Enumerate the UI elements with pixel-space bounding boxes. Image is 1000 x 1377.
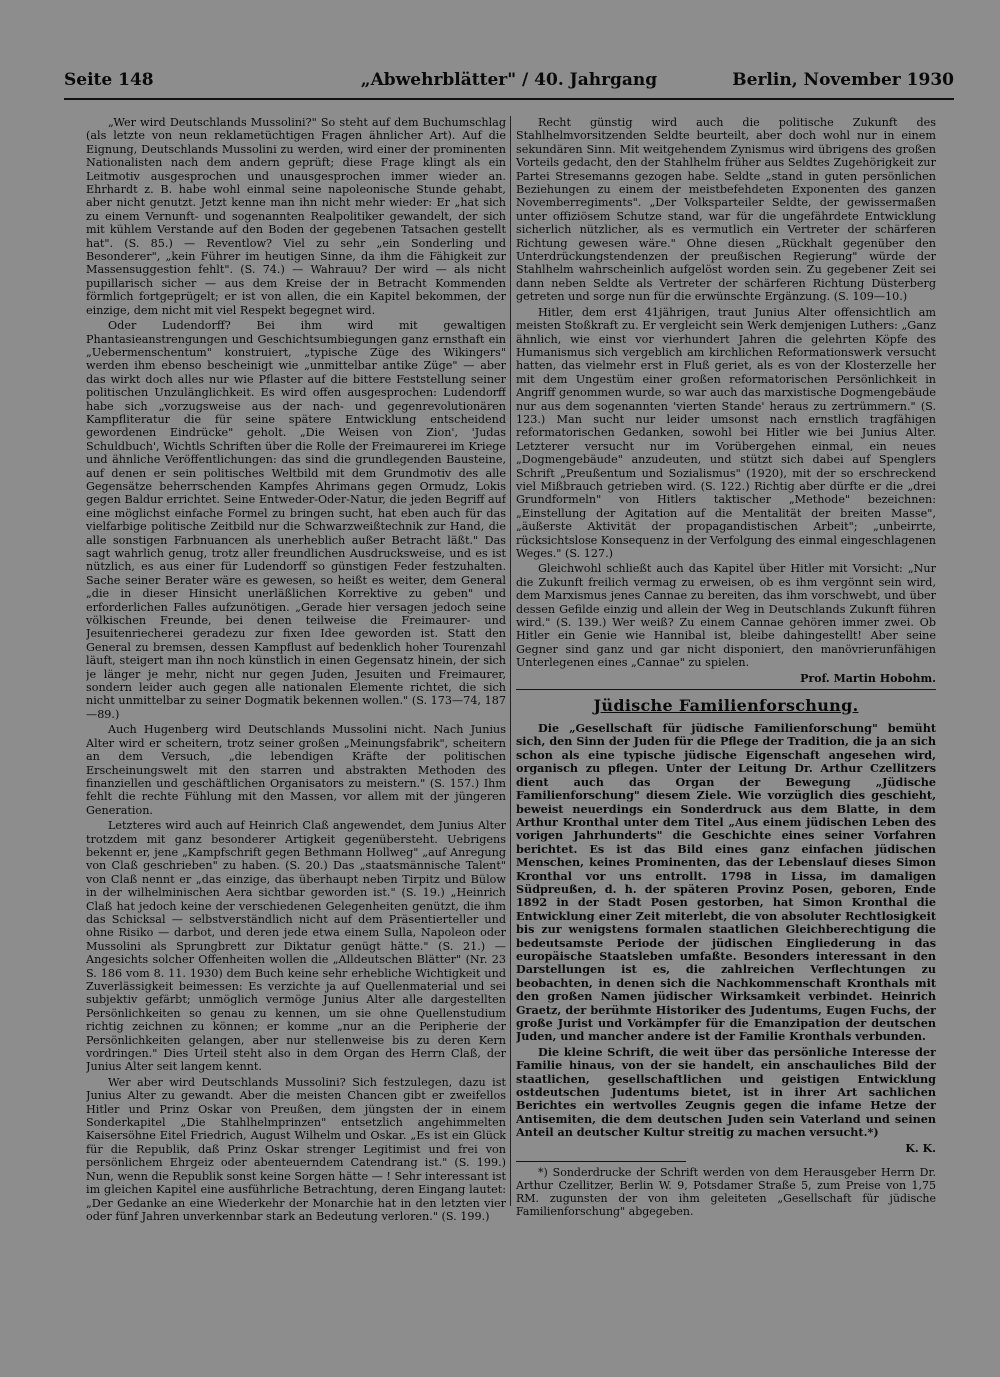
author-signature: Prof. Martin Hobohm. — [800, 671, 936, 685]
paragraph: „Wer wird Deutschlands Mussolini?" So steht auf dem Buchumschlag (als letzte von neun reklametüchtigen Fragen ähnlicher Art). Auf die Eignung, Deutschlands Mussolini zu werden, wird einer der prominenten Nationalisten nach dem andern geprüft; diese Frage klingt als ein Leitmotiv ausgesprochen und unausgesprochen immer wieder an. Ehrhardt z. B. habe wohl einmal seine napoleonische Stunde gehabt, aber nicht genutzt. Jetzt kenne man ihn nicht mehr wieder: Er „hat sich zu einem Vernunft- und sogenannten Realpolitiker gewandelt, der sich mit kühlem Verstande auf den Boden der gegebenen Tatsachen gestellt hat". (S. 85.) — Reventlow? Viel zu sehr „ein Sonderling und Besonderer", „kein Führer im heutigen Sinne, da ihm die Fähigkeit zur Massensuggestion fehlt". (S. 74.) — Wahrauu? Der wird — als nicht pupillarisch sicher — aus dem Kreise der in Betracht Kommenden förmlich fortgeprügelt; er ist von allen, die ein Kapitel bekommen, der einzige, dem nicht mit viel Respekt begegnet wird. — [86, 116, 506, 317]
paragraph: Die kleine Schrift, die weit über das persönliche Interesse der Familie hinaus, von der sie handelt, ein anschauliches Bild der staatlichen, gesellschaftlichen und geistigen Entwicklung ostdeutschen Judentums bietet, ist in ihrer Art sachlichen Berichtes ein wertvolles Zeugnis gegen die infame Hetze der Antisemiten, die dem deutschen Juden sein Vaterland und seinen Anteil an deutscher Kultur streitig zu machen versucht.*) — [516, 1044, 936, 1140]
paragraph: Wer aber wird Deutschlands Mussolini? Sich festzulegen, dazu ist Junius Alter zu gewandt. Aber die meisten Chancen gibt er zweifellos Hitler und Prinz Oskar von Preußen, dem jüngsten der in einem Sonderkapitel „Die Stahlhelmprinzen" entsetzlich angehimmelten Kaisersöhne Eitel Friedrich, August Wilhelm und Oskar. „Es ist ein Glück für die Republik, daß Prinz Oskar strenger Legitimist und frei von persönlichem Ehrgeiz oder abenteuerndem Catendrang ist." (S. 199.) Nun, wenn die Republik sonst keine Sorgen hätte — ! Sehr interessant ist im gleichen Kapitel eine ausführliche Betrachtung, deren Eingang lautet: „Der Gedanke an eine Wiederkehr der Monarchie hat in den letzten vier oder fünf Jahren unverkennbar stark an Bedeutung verloren." (S. 199.) — [86, 1075, 506, 1223]
section-signature: K. K. — [905, 1141, 936, 1155]
paragraph: Letzteres wird auch auf Heinrich Claß angewendet, dem Junius Alter trotzdem mit ganz besonderer Artigkeit gegenübersteht. Uebrigens bekennt er, jene „Kampfschrift gegen Bethmann Hollweg" „auf Anregung von Claß geschrieben" zu haben. (S. 20.) Das „staatsmännische Talent" von Claß nennt er „das einzige, das überhaupt neben Tirpitz und Bülow in der wilhelminischen Aera sichtbar geworden ist." (S. 19.) „Heinrich Claß hat jedoch keine der verschiedenen Gelegenheiten genützt, die ihm das Schicksal — selbstverständlich nicht auf dem Präsentierteller und ohne Risiko — darbot, und deren jede etwa einem Sulla, Napoleon oder Mussolini als Sprungbrett zur Diktatur genügt hätte." (S. 21.) — Angesichts solcher Offenheiten wollen die „Alldeutschen Blätter" (Nr. 23 S. 186 vom 8. 11. 1930) dem Buch keine sehr erhebliche Wichtigkeit und Zuverlässigkeit beimessen: Es verzichte ja auf Quellenmaterial und sei subjektiv gefärbt; unmöglich vermöge Junius Alter alle dargestellten Persönlichkeiten so genau zu kennen, um sie ohne Quellenstudium richtig zeichnen zu können; er komme „nur an die Peripherie der Persönlichkeiten gelangen, aber nur stellenweise bis zu deren Kern vordringen." Dies Urteil steht also in dem Organ des Herrn Claß, der Junius Alter seit langem kennt. — [86, 819, 506, 1074]
column-divider — [510, 116, 511, 1206]
page-header — [64, 66, 954, 92]
paragraph: Auch Hugenberg wird Deutschlands Mussolini nicht. Nach Junius Alter wird er scheitern, trotz seiner großen „Meinungsfabrik", scheitern an dem Versuch, „die lebendigen Kräfte der politischen Erscheinungswelt mit den starren und abstrakten Methoden des finanziellen und geschäftlichen Organisators zu meistern." (S. 157.) Ihm fehlt die rechte Fühlung mit den Massen, vor allem mit der jüngeren Generation. — [86, 723, 506, 817]
header-rule — [64, 98, 954, 100]
section-body — [516, 722, 936, 1140]
newspaper-page — [34, 40, 974, 1350]
footnote-rule — [516, 1161, 686, 1162]
paragraph: Recht günstig wird auch die politische Zukunft des Stahlhelmvorsitzenden Seldte beurteilt, aber doch wohl nur in einem sekundären Sinn. Mit weitgehendem Zynismus wird übrigens des großen Vorteils gedacht, den der Stahlhelm früher aus Seldtes Zugehörigkeit zur Partei Stresemanns gezogen habe. Seldte „stand in guten persönlichen Beziehungen zu einem der meistbefehdeten Exponenten des ganzen Novemberregiments". „Der Volksparteiler Seldte, der gewissermaßen unter offiziösem Schutze stand, war für die ungefährdete Entwicklung sicherlich nützlicher, als es vermutlich ein Vertreter der schärferen Richtung gewesen wäre." Ohne diesen „Rückhalt gegenüber den Unterdrückungstendenzen der preußischen Regierung" würde der Stahlhelm wahrscheinlich aufgelöst worden sein. Zu gegebener Zeit sei dann neben Seldte als Vertreter der schärferen Richtung Düsterberg getreten und sorge nun für die erwünschte Ergänzung. (S. 109—10.) — [516, 116, 936, 304]
section-separator — [516, 689, 936, 690]
paragraph: Gleichwohl schließt auch das Kapitel über Hitler mit Vorsicht: „Nur die Zukunft freilich vermag zu erweisen, ob es ihm vergönnt sein wird, dem Marxismus jenes Cannae zu bereiten, das ihm vorschwebt, und über dessen Gefilde einzig und allein der Weg in Deutschlands Zukunft führen wird." (S. 139.) Wer weiß? Zu einem Cannae gehören immer zwei. Ob Hitler ein Genie wie Hannibal ist, bleibe dahingestellt! Aber seine Gegner sind ganz und gar nicht disponiert, den manövrierunfähigen Unterlegenen eines „Cannae" zu spielen. — [516, 562, 936, 670]
place-date: Berlin, November 1930 — [732, 70, 954, 90]
section-heading: Jüdische Familienforschung. — [593, 696, 859, 716]
left-column — [86, 116, 506, 1346]
paragraph: Die „Gesellschaft für jüdische Familienforschung" bemüht sich, den Sinn der Juden für die Pflege der Tradition, die ja an sich schon als eine typische jüdische Eigenschaft angesehen wird, organisch zu pflegen. Unter der Leitung Dr. Arthur Czellitzers dient auch das Organ der Bewegung „Jüdische Familienforschung" diesem Ziele. Wie vorzüglich dies geschieht, beweist neuerdings ein Sonderdruck aus dem Blatte, in dem Arthur Kronthal unter dem Titel „Aus einem jüdischen Leben des vorigen Jahrhunderts" die Geschichte eines seiner Vorfahren berichtet. Es ist das Bild eines ganz einfachen jüdischen Menschen, keines Prominenten, das der Lebenslauf dieses Simon Kronthal vor uns entrollt. 1798 in Lissa, im damaligen Südpreußen, d. h. der späteren Provinz Posen, geboren, Ende 1892 in der Stadt Posen gestorben, hat Simon Kronthal die Entwicklung einer Zeit miterlebt, die von absoluter Rechtlosigkeit bis zur wenigstens formalen staatlichen Gleichberechtigung die bedeutsamste Periode der jüdischen Eingliederung in das europäische Staatsleben umfaßte. Besonders interessant in den Darstellungen ist es, die zahlreichen Verflechtungen zu beobachten, in denen sich die Nachkommenschaft Kronthals mit den großen Namen jüdischer Wirksamkeit verbindet. Heinrich Graetz, der berühmte Historiker des Judentums, Eugen Fuchs, der große Jurist und Vorkämpfer für die Emanzipation der deutschen Juden, und mancher andere ist der Familie Kronthals verbunden. — [516, 721, 936, 1044]
right-column — [516, 116, 936, 1346]
paragraph: Hitler, dem erst 41jährigen, traut Junius Alter offensichtlich am meisten Stoßkraft zu. Er vergleicht sein Werk demjenigen Luthers: „Ganz ähnlich, wie einst vor vierhundert Jahren die gelehrten Köpfe des Humanismus sich vergeblich am kirchlichen Reformationswerk versucht hatten, das vielmehr erst in Fluß geriet, als es von der Klosterzelle her mit dem Ungestüm einer großen reformatorischen Persönlichkeit in Angriff genommen wurde, so war auch das marxistische Dogmengebäude nur aus dem sogenannten 'vierten Stande' heraus zu zertrümmern." (S. 123.) Man sucht nur leider umsonst nach ernstlich tragfähigen reformatorischen Gedanken, sowohl bei Hitler wie bei Junius Alter. Letzterer versucht nur im Vorübergehen einmal, ein neues „Dogmengebäude" anzudeuten, und stützt sich dabei auf Spenglers Schrift „Preußentum und Sozialismus" (1920), mit der so erschreckend viel Mißbrauch getrieben wird. (S. 122.) Richtig aber dürfte er die „drei Grundformeln" von Hitlers taktischer „Methode" bezeichnen: „Einstellung der Agitation auf die Mentalität der breiten Masse", „äußerste Aktivität der propagandistischen Arbeit"; „unbeirrte, rücksichtslose Konsequenz in der Verfolgung des einmal eingeschlagenen Weges." (S. 127.) — [516, 305, 936, 560]
footnote: *) Sonderdrucke der Schrift werden von dem Herausgeber Herrn Dr. Arthur Czellitzer, Berlin W. 9, Potsdamer Straße 5, zum Preise von 1,75 RM. zugunsten der von ihm geleiteten „Gesellschaft für jüdische Familienforschung" abgegeben. — [516, 1166, 936, 1219]
paragraph: Oder Ludendorff? Bei ihm wird mit gewaltigen Phantasieanstrengungen und Geschichtsumbiegungen ganz ernsthaft ein „Uebermenschentum" konstruiert, „typische Züge des Wikingers" werden ihm ebenso bescheinigt wie „unmittelbar antike Züge" — aber das wirkt doch alles nur wie Pflaster auf die bittere Feststellung seiner politischen Unzulänglichkeit. Es wird offen ausgesprochen: Ludendorff habe sich „vorzugsweise aus der nach- und gegenrevolutionären Kampfliteratur die für seine spätere Entwicklung entscheidend gewordenen Eindrücke" geholt. „Die Weisen von Zion', 'Judas Schuldbuch', Wichtls Schriften über die Rolle der Freimaurerei im Kriege und ähnliche Veröffentlichungen: das sind die grundlegenden Bausteine, auf denen er sein politisches Weltbild mit dem Grundmotiv des alle Gegensätze beherrschenden Kampfes Ahrimans gegen Ormudz, Lokis gegen Baldur errichtet. Seine Entweder-Oder-Natur, die jeden Begriff auf eine möglichst einfache Formel zu bringen sucht, hat eben auch für das vielfarbige politische Zeitbild nur die Schwarzweißtechnik zur Hand, die alle sonstigen Farbnuancen als unerheblich außer Betracht läßt." Das sagt wahrlich genug, trotz aller freundlichen Ausdrucksweise, und es ist nützlich, es aus einer für Ludendorff so günstigen Feder festzuhalten. Sache seiner Berater wäre es gewesen, so heißt es weiter, dem General „die in dieser Hinsicht unerläßlichen Korrektive zu geben" und erforderlichen Falles aufzunötigen. „Gerade hier versagen jedoch seine völkischen Freunde, bei denen teilweise die Freimaurer- und Jesuitenriecherei geradezu zur fixen Idee geworden ist. Statt den General zu bremsen, dessen Kampflust auf bedenklich hoher Tourenzahl läuft, steigert man ihn noch künstlich in einen Gegensatz hinein, der sich je länger je mehr, nicht nur gegen Juden, Jesuiten und Freimaurer, sondern leider auch gegen alle nationalen Elemente richtet, die sich nicht unmittelbar zu seiner Dogmatik bekennen wollen." (S. 173—74, 187—89.) — [86, 319, 506, 721]
publication-title: „Abwehrblätter" / 40. Jahrgang — [360, 70, 658, 90]
page-number: Seite 148 — [64, 70, 154, 90]
